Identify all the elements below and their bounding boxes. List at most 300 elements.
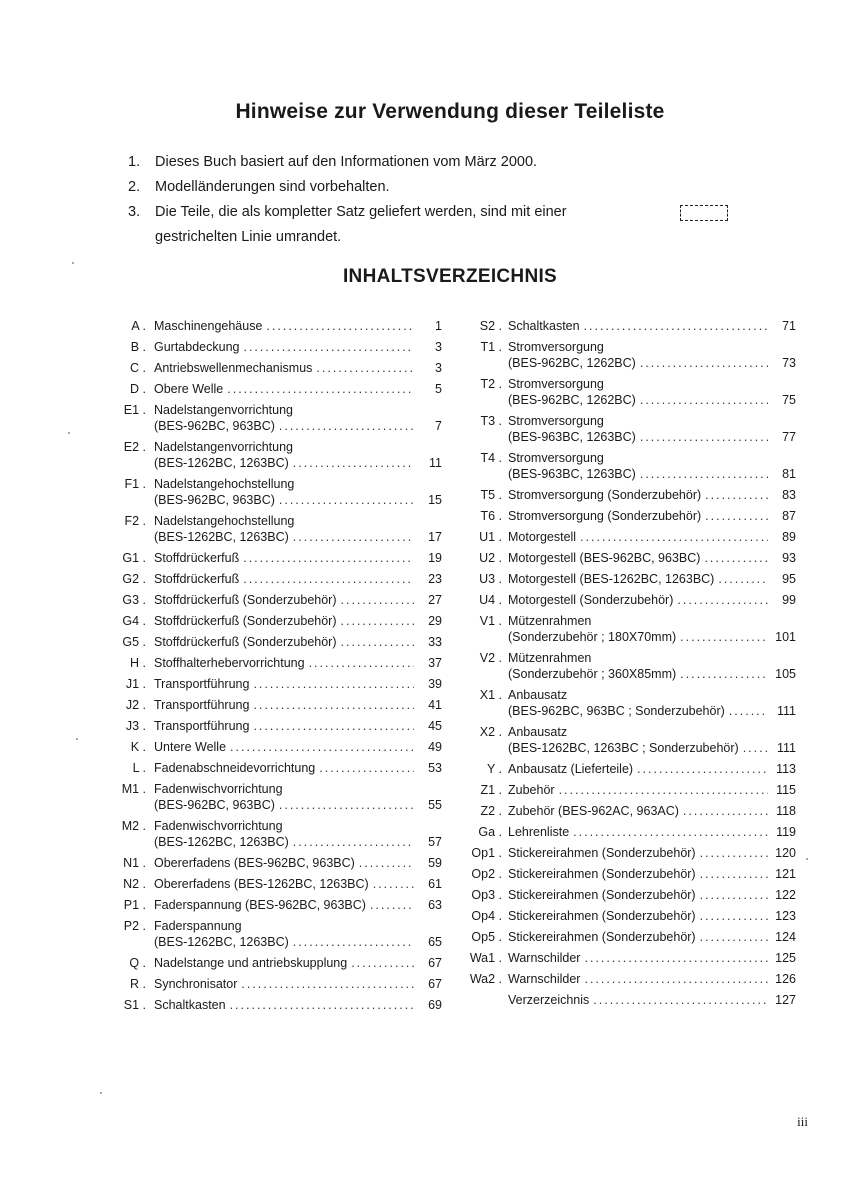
toc-entry-page: 105 bbox=[775, 667, 796, 681]
toc-entry-code: Wa2 . bbox=[469, 972, 502, 986]
toc-entry-code: A . bbox=[131, 319, 146, 333]
toc-entry-title: (BES-962BC, 1262BC) bbox=[508, 356, 636, 370]
toc-entry bbox=[110, 918, 442, 950]
toc-entry-code: R . bbox=[130, 977, 146, 991]
toc-entry-code: S1 . bbox=[123, 998, 146, 1012]
toc-entry-code: D . bbox=[130, 382, 146, 396]
toc-entry-code: G1 . bbox=[122, 551, 146, 565]
page-title: Hinweise zur Verwendung dieser Teileliste bbox=[235, 100, 665, 123]
toc-entry-page: 29 bbox=[428, 614, 442, 628]
notes-list bbox=[128, 150, 748, 250]
toc-entry bbox=[110, 997, 442, 1013]
dot-leader bbox=[580, 529, 768, 545]
toc-entry-page: 67 bbox=[428, 956, 442, 970]
toc-entry-page: 125 bbox=[775, 951, 796, 965]
toc-entry-title: Anbausatz bbox=[508, 688, 568, 702]
toc-entry-page: 1 bbox=[435, 319, 442, 333]
dot-leader bbox=[640, 429, 768, 445]
toc-entry bbox=[462, 950, 796, 966]
toc-entry-title: (BES-1262BC, 1263BC ; Sonderzubehör) bbox=[508, 741, 739, 755]
toc-entry-page: 71 bbox=[782, 319, 796, 333]
toc-entry bbox=[110, 697, 442, 713]
toc-entry bbox=[462, 487, 796, 503]
toc-entry-page: 99 bbox=[782, 593, 796, 607]
toc-entry-title: Zubehör (BES-962AC, 963AC) bbox=[508, 804, 679, 818]
dot-leader bbox=[279, 418, 414, 434]
toc-entry-title: Stromversorgung (Sonderzubehör) bbox=[508, 509, 702, 523]
note-text: Modelländerungen sind vorbehalten. bbox=[155, 179, 390, 195]
toc-entry-code: G4 . bbox=[122, 614, 146, 628]
toc-entry-code: J2 . bbox=[125, 698, 146, 712]
toc-entry bbox=[110, 655, 442, 671]
toc-entry-code: P2 . bbox=[123, 919, 146, 933]
toc-entry-page: 118 bbox=[776, 804, 796, 818]
toc-entry-code: E2 . bbox=[123, 440, 146, 454]
toc-entry-page: 113 bbox=[776, 762, 796, 776]
toc-entry-code: S2 . bbox=[479, 319, 502, 333]
toc-entry bbox=[110, 876, 442, 892]
toc-entry-code: U4 . bbox=[479, 593, 502, 607]
dot-leader bbox=[279, 492, 414, 508]
toc-entry-page: 101 bbox=[775, 630, 796, 644]
toc-entry-title: Stickereirahmen (Sonderzubehör) bbox=[508, 846, 696, 860]
toc-entry-title: Fadenwischvorrichtung bbox=[154, 819, 283, 833]
toc-entry-code: J1 . bbox=[125, 677, 146, 691]
toc-entry bbox=[462, 887, 796, 903]
toc-entry-page: 65 bbox=[428, 935, 442, 949]
toc-entry-code: X1 . bbox=[479, 688, 502, 702]
dot-leader bbox=[227, 381, 414, 397]
toc-entry-title: Nadelstangenvorrichtung bbox=[154, 403, 293, 417]
toc-entry-page: 75 bbox=[782, 393, 796, 407]
toc-entry-title: Stoffdrückerfuß (Sonderzubehör) bbox=[154, 593, 337, 607]
toc-entry bbox=[462, 724, 796, 756]
toc-title: INHALTSVERZEICHNIS bbox=[342, 266, 558, 287]
toc-entry-page: 95 bbox=[782, 572, 796, 586]
dot-leader bbox=[700, 908, 768, 924]
dot-leader bbox=[230, 739, 414, 755]
toc-entry-title: Obererfadens (BES-1262BC, 1263BC) bbox=[154, 877, 369, 891]
toc-entry bbox=[110, 739, 442, 755]
dot-leader bbox=[683, 803, 768, 819]
toc-entry bbox=[110, 592, 442, 608]
toc-entry-title: Motorgestell (BES-1262BC, 1263BC) bbox=[508, 572, 715, 586]
toc-entry-title: Transportführung bbox=[154, 677, 250, 691]
toc-entry bbox=[462, 508, 796, 524]
dot-leader bbox=[680, 666, 768, 682]
dot-leader bbox=[316, 360, 414, 376]
toc-entry bbox=[110, 855, 442, 871]
toc-entry-title: Faderspannung (BES-962BC, 963BC) bbox=[154, 898, 366, 912]
toc-entry-page: 111 bbox=[776, 704, 796, 718]
toc-entry bbox=[110, 476, 442, 508]
toc-entry bbox=[462, 529, 796, 545]
toc-entry-code: L . bbox=[132, 761, 146, 775]
dot-leader bbox=[319, 760, 414, 776]
toc-entry-title: Stoffdrückerfuß bbox=[154, 551, 240, 565]
dot-leader bbox=[593, 992, 768, 1008]
toc-entry-code: Y . bbox=[486, 762, 502, 776]
toc-entry bbox=[462, 650, 796, 682]
toc-entry-code: G2 . bbox=[122, 572, 146, 586]
toc-entry-code: Ga . bbox=[478, 825, 502, 839]
dot-leader bbox=[341, 634, 414, 650]
toc-entry-page: 73 bbox=[782, 356, 796, 370]
toc-entry-code: N2 . bbox=[123, 877, 146, 891]
dot-leader bbox=[309, 655, 414, 671]
toc-entry bbox=[110, 360, 442, 376]
toc-entry-code: T6 . bbox=[480, 509, 502, 523]
toc-entry-title: Transportführung bbox=[154, 698, 250, 712]
toc-entry-code: Op3 . bbox=[471, 888, 502, 902]
toc-entry-code: P1 . bbox=[123, 898, 146, 912]
dot-leader bbox=[704, 550, 768, 566]
toc-entry-page: 23 bbox=[428, 572, 442, 586]
toc-entry-code: Op1 . bbox=[471, 846, 502, 860]
dot-leader bbox=[293, 455, 414, 471]
toc-entry bbox=[110, 976, 442, 992]
note-text: Die Teile, die als kompletter Satz geliefert werden, sind mit einer bbox=[155, 204, 567, 220]
toc-entry-title: Anbausatz (Lieferteile) bbox=[508, 762, 634, 776]
toc-entry-title: Antriebswellenmechanismus bbox=[154, 361, 313, 375]
toc-entry-page: 120 bbox=[775, 846, 796, 860]
dot-leader bbox=[640, 392, 768, 408]
note-number: 2. bbox=[128, 179, 141, 195]
toc-entry-title: Motorgestell (Sonderzubehör) bbox=[508, 593, 674, 607]
dot-leader bbox=[729, 703, 768, 719]
dot-leader bbox=[640, 466, 768, 482]
toc-entry-page: 5 bbox=[435, 382, 442, 396]
toc-entry bbox=[462, 824, 796, 840]
toc-entry-title: Warnschilder bbox=[508, 972, 581, 986]
toc-entry-code: K . bbox=[130, 740, 146, 754]
toc-entry-title: (BES-962BC, 1262BC) bbox=[508, 393, 636, 407]
toc-entry-title: Nadelstange und antriebskupplung bbox=[154, 956, 348, 970]
toc-entry-code: U2 . bbox=[479, 551, 502, 565]
dot-leader bbox=[584, 950, 768, 966]
toc-entry-title: Stickereirahmen (Sonderzubehör) bbox=[508, 867, 696, 881]
toc-entry-page: 39 bbox=[428, 677, 442, 691]
toc-entry-page: 41 bbox=[428, 698, 442, 712]
dot-leader bbox=[243, 339, 414, 355]
toc-entry-page: 89 bbox=[782, 530, 796, 544]
toc-entry-title: Mützenrahmen bbox=[508, 614, 592, 628]
dot-leader bbox=[743, 740, 768, 756]
dot-leader bbox=[341, 613, 414, 629]
toc-entry-title: Zubehör bbox=[508, 783, 555, 797]
toc-entry bbox=[462, 413, 796, 445]
scan-speck bbox=[76, 738, 78, 740]
toc-entry-title: Fadenwischvorrichtung bbox=[154, 782, 283, 796]
toc-entry-page: 55 bbox=[428, 798, 442, 812]
toc-entry-code: X2 . bbox=[479, 725, 502, 739]
toc-entry-title: (BES-962BC, 963BC ; Sonderzubehör) bbox=[508, 704, 725, 718]
toc-entry-title: Lehrenliste bbox=[508, 825, 570, 839]
dot-leader bbox=[373, 876, 414, 892]
note-number: 3. bbox=[128, 204, 141, 220]
toc-entry-page: 49 bbox=[428, 740, 442, 754]
scan-speck bbox=[100, 1092, 102, 1094]
toc-entry-page: 83 bbox=[782, 488, 796, 502]
dot-leader bbox=[241, 976, 414, 992]
toc-entry bbox=[462, 592, 796, 608]
toc-entry-page: 17 bbox=[428, 530, 442, 544]
toc-entry bbox=[110, 318, 442, 334]
toc-entry bbox=[110, 955, 442, 971]
toc-entry-title: Nadelstangehochstellung bbox=[154, 514, 295, 528]
toc-entry-title: Stromversorgung bbox=[508, 451, 604, 465]
toc-entry-code: Op5 . bbox=[471, 930, 502, 944]
toc-entry-code: Z2 . bbox=[480, 804, 502, 818]
toc-entry-page: 3 bbox=[435, 340, 442, 354]
toc-entry-title: (BES-962BC, 963BC) bbox=[154, 493, 275, 507]
toc-entry bbox=[110, 781, 442, 813]
toc-entry-title: Motorgestell bbox=[508, 530, 577, 544]
toc-entry-title: Warnschilder bbox=[508, 951, 581, 965]
toc-entry-code: M1 . bbox=[121, 782, 146, 796]
toc-entry-title: Schaltkasten bbox=[154, 998, 226, 1012]
toc-entry bbox=[462, 550, 796, 566]
toc-entry-title: Fadenabschneidevorrichtung bbox=[154, 761, 316, 775]
toc-entry-title: Verzerzeichnis bbox=[508, 993, 590, 1007]
toc-entry-title: Stromversorgung bbox=[508, 377, 604, 391]
toc-entry-title: Stromversorgung bbox=[508, 340, 604, 354]
dot-leader bbox=[705, 508, 768, 524]
dot-leader bbox=[279, 797, 414, 813]
toc-entry-code: Z1 . bbox=[480, 783, 502, 797]
toc-entry-page: 121 bbox=[775, 867, 796, 881]
toc-entry-code: F1 . bbox=[124, 477, 146, 491]
dot-leader bbox=[266, 318, 414, 334]
page-number: iii bbox=[797, 1114, 808, 1129]
toc-entry-code: Op2 . bbox=[471, 867, 502, 881]
toc-entry-code: U3 . bbox=[479, 572, 502, 586]
dot-leader bbox=[359, 855, 414, 871]
toc-entry-code: V2 . bbox=[479, 651, 502, 665]
toc-entry bbox=[110, 676, 442, 692]
toc-entry-title: Untere Welle bbox=[154, 740, 227, 754]
dot-leader bbox=[230, 997, 414, 1013]
dot-leader bbox=[293, 934, 414, 950]
toc-entry-code: Q . bbox=[129, 956, 146, 970]
toc-entry-code: G5 . bbox=[122, 635, 146, 649]
toc-entry-title: Schaltkasten bbox=[508, 319, 580, 333]
toc-entry bbox=[110, 718, 442, 734]
toc-entry-title: (BES-963BC, 1263BC) bbox=[508, 430, 636, 444]
toc-entry-page: 81 bbox=[782, 467, 796, 481]
toc-entry-code: N1 . bbox=[123, 856, 146, 870]
toc-entry-code: J3 . bbox=[125, 719, 146, 733]
dot-leader bbox=[700, 845, 768, 861]
note-text: Dieses Buch basiert auf den Informationen vom März 2000. bbox=[155, 154, 538, 170]
note-text-continuation: gestrichelten Linie umrandet. bbox=[155, 229, 342, 245]
dot-leader bbox=[370, 897, 414, 913]
dot-leader bbox=[584, 318, 768, 334]
toc-entry-code: T4 . bbox=[480, 451, 502, 465]
toc-entry-code: Op4 . bbox=[471, 909, 502, 923]
dot-leader bbox=[700, 929, 768, 945]
toc-entry bbox=[462, 908, 796, 924]
toc-entry-title: Faderspannung bbox=[154, 919, 242, 933]
toc-entry-title: Anbausatz bbox=[508, 725, 568, 739]
toc-entry-page: 33 bbox=[428, 635, 442, 649]
toc-entry-code: T2 . bbox=[480, 377, 502, 391]
toc-entry-code: U1 . bbox=[479, 530, 502, 544]
toc-entry bbox=[462, 803, 796, 819]
toc-entry-title: Stromversorgung bbox=[508, 414, 604, 428]
toc-entry-title: Nadelstangenvorrichtung bbox=[154, 440, 293, 454]
toc-entry-page: 93 bbox=[782, 551, 796, 565]
toc-entry bbox=[462, 971, 796, 987]
dot-leader bbox=[293, 529, 414, 545]
toc-entry-title: Mützenrahmen bbox=[508, 651, 592, 665]
toc-entry-code: V1 . bbox=[479, 614, 502, 628]
dot-leader bbox=[640, 355, 768, 371]
toc-entry-page: 127 bbox=[775, 993, 796, 1007]
toc-entry-title: Transportführung bbox=[154, 719, 250, 733]
dot-leader bbox=[705, 487, 768, 503]
toc-entry-code: T3 . bbox=[480, 414, 502, 428]
dot-leader bbox=[718, 571, 768, 587]
toc-entry-title: (BES-1262BC, 1263BC) bbox=[154, 530, 289, 544]
dot-leader bbox=[584, 971, 768, 987]
toc-entry-title: Stoffhalterhebervorrichtung bbox=[154, 656, 305, 670]
dashed-box-symbol bbox=[680, 205, 728, 221]
toc-entry-title: (BES-1262BC, 1263BC) bbox=[154, 835, 289, 849]
toc-entry-page: 77 bbox=[782, 430, 796, 444]
toc-entry bbox=[462, 782, 796, 798]
toc-entry-title: Stickereirahmen (Sonderzubehör) bbox=[508, 888, 696, 902]
toc-entry bbox=[462, 318, 796, 334]
toc-entry-page: 87 bbox=[782, 509, 796, 523]
dot-leader bbox=[253, 697, 414, 713]
dot-leader bbox=[573, 824, 768, 840]
dot-leader bbox=[637, 761, 768, 777]
toc-entry-title: (Sonderzubehör ; 360X85mm) bbox=[508, 667, 677, 681]
toc-entry-title: (BES-962BC, 963BC) bbox=[154, 798, 275, 812]
toc-entry-code: B . bbox=[130, 340, 146, 354]
toc-entry bbox=[110, 760, 442, 776]
toc-entry bbox=[462, 845, 796, 861]
dot-leader bbox=[559, 782, 768, 798]
toc-entry-page: 69 bbox=[428, 998, 442, 1012]
toc-entry bbox=[110, 339, 442, 355]
toc-entry-page: 59 bbox=[428, 856, 442, 870]
toc-entry-code: F2 . bbox=[124, 514, 146, 528]
toc-right-column bbox=[462, 318, 796, 1013]
toc-entry-code: G3 . bbox=[122, 593, 146, 607]
toc-entry-title: (BES-963BC, 1263BC) bbox=[508, 467, 636, 481]
toc-entry bbox=[110, 402, 442, 434]
toc-entry-title: Obere Welle bbox=[154, 382, 224, 396]
toc-entry-title: (Sonderzubehör ; 180X70mm) bbox=[508, 630, 677, 644]
toc-entry bbox=[110, 550, 442, 566]
toc-entry bbox=[462, 992, 796, 1008]
toc-entry-page: 53 bbox=[428, 761, 442, 775]
toc-entry-page: 11 bbox=[429, 456, 442, 470]
scan-speck bbox=[72, 262, 74, 264]
toc-entry-code: H . bbox=[130, 656, 146, 670]
toc-entry-title: Nadelstangehochstellung bbox=[154, 477, 295, 491]
toc-entry-page: 115 bbox=[776, 783, 796, 797]
toc-entry-page: 15 bbox=[428, 493, 442, 507]
toc-entry-title: Synchronisator bbox=[154, 977, 238, 991]
dot-leader bbox=[677, 592, 768, 608]
toc-entry bbox=[462, 450, 796, 482]
scan-speck bbox=[806, 858, 808, 860]
dot-leader bbox=[700, 887, 768, 903]
toc-entry-page: 7 bbox=[435, 419, 442, 433]
dot-leader bbox=[253, 676, 414, 692]
toc-entry-page: 19 bbox=[428, 551, 442, 565]
toc-entry bbox=[462, 761, 796, 777]
toc-entry-title: (BES-962BC, 963BC) bbox=[154, 419, 275, 433]
toc-entry-page: 37 bbox=[428, 656, 442, 670]
dot-leader bbox=[351, 955, 414, 971]
toc-entry bbox=[110, 897, 442, 913]
toc-entry bbox=[110, 818, 442, 850]
toc-entry-page: 122 bbox=[775, 888, 796, 902]
toc-entry-title: (BES-1262BC, 1263BC) bbox=[154, 935, 289, 949]
toc-entry-page: 119 bbox=[776, 825, 796, 839]
toc-entry-code: T5 . bbox=[480, 488, 502, 502]
toc-entry-page: 3 bbox=[435, 361, 442, 375]
toc-entry bbox=[462, 929, 796, 945]
toc-entry-page: 111 bbox=[776, 741, 796, 755]
note-item bbox=[128, 200, 748, 250]
scan-speck bbox=[68, 432, 70, 434]
dot-leader bbox=[293, 834, 414, 850]
toc-entry-title: Stromversorgung (Sonderzubehör) bbox=[508, 488, 702, 502]
toc-entry bbox=[110, 634, 442, 650]
toc-entry bbox=[110, 571, 442, 587]
toc-entry-code: M2 . bbox=[121, 819, 146, 833]
toc-entry-page: 27 bbox=[428, 593, 442, 607]
note-number: 1. bbox=[128, 154, 141, 170]
toc-entry-title: Maschinengehäuse bbox=[154, 319, 263, 333]
toc-entry bbox=[462, 376, 796, 408]
toc-entry-title: Stickereirahmen (Sonderzubehör) bbox=[508, 930, 696, 944]
toc-entry bbox=[110, 513, 442, 545]
toc-entry-page: 67 bbox=[428, 977, 442, 991]
dot-leader bbox=[700, 866, 768, 882]
toc-entry-page: 61 bbox=[428, 877, 442, 891]
dot-leader bbox=[680, 629, 768, 645]
dot-leader bbox=[243, 571, 414, 587]
toc-entry-code: E1 . bbox=[123, 403, 146, 417]
toc-entry-title: Stoffdrückerfuß bbox=[154, 572, 240, 586]
toc-entry-title: Stickereirahmen (Sonderzubehör) bbox=[508, 909, 696, 923]
toc-entry-code: Wa1 . bbox=[469, 951, 502, 965]
toc-entry bbox=[462, 339, 796, 371]
toc-entry bbox=[462, 613, 796, 645]
toc-entry-title: Obererfadens (BES-962BC, 963BC) bbox=[154, 856, 355, 870]
toc-entry bbox=[110, 439, 442, 471]
toc-left-column bbox=[110, 318, 442, 1018]
toc-entry-title: Gurtabdeckung bbox=[154, 340, 240, 354]
toc-entry-page: 45 bbox=[428, 719, 442, 733]
dot-leader bbox=[243, 550, 414, 566]
toc-entry bbox=[462, 571, 796, 587]
toc-entry bbox=[110, 613, 442, 629]
toc-entry-title: Motorgestell (BES-962BC, 963BC) bbox=[508, 551, 701, 565]
toc-entry-page: 57 bbox=[428, 835, 442, 849]
dot-leader bbox=[341, 592, 414, 608]
toc-entry-page: 124 bbox=[775, 930, 796, 944]
toc-entry-page: 123 bbox=[775, 909, 796, 923]
toc-entry bbox=[462, 866, 796, 882]
dot-leader bbox=[253, 718, 414, 734]
